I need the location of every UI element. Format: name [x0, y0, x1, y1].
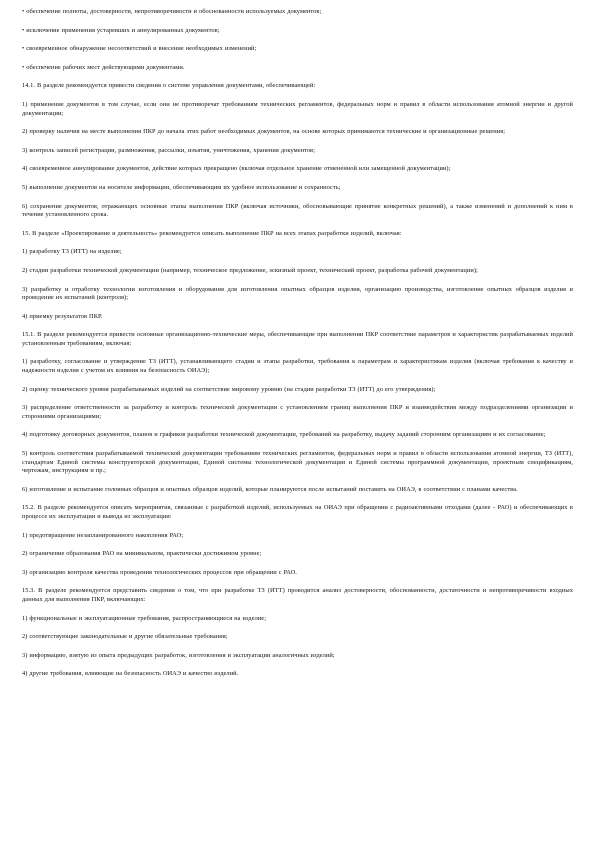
document-body [22, 8, 573, 834]
list-item: 4) своевременное аннулирование документов, действие которых прекращено (включая отдельное хранение отмененной или замещенной документации); [22, 165, 451, 173]
list-item: 6) изготовление и испытание головных образцов и опытных образцов изделий, которые планируются после испытаний поставить на ОИАЭ, в соответствии с планами качества. [22, 485, 518, 493]
list-item: 2) стадии разработки технической документации (например, техническое предложение, эскизный проект, технический проект, разработка рабочей документации); [22, 266, 478, 274]
list-item: 1) разработку ТЗ (ИТТ) на изделие; [22, 248, 122, 256]
list-item: 1) разработку, согласование и утверждение ТЗ (ИТТ), устанавливающего стадии и этапы разработки, требования к параметрам и характеристикам изделия (включая требования к качеству и надежности изделия с учетом их влияния на безопасность ОИАЭ); [22, 358, 573, 375]
bullet-item: • обеспечение полноты, достоверности, непротиворечивости и обоснованности используемых документов; [22, 8, 322, 15]
list-item: 3) распределение ответственности за разработку и контроль технической документации с установлением границ выполнения ПКР и взаимодействия между подразделениями организации и сторонними организациями; [22, 404, 573, 420]
list-item: 2) ограничение образования РАО на минимальном, практически достижимом уровне; [22, 550, 262, 558]
bullet-item: • обеспечение рабочих мест действующими документами. [22, 63, 185, 71]
list-item: 3) информацию, взятую из опыта предыдущих разработок, изготовления и эксплуатации аналогичных изделий; [22, 651, 335, 659]
list-item: 3) разработку и отработку технологии изготовления и оборудования для изготовления опытных образцов изделия, организацию производства, изготовление опытных образцов изделия и проведение их испытаний (контроля); [22, 285, 573, 302]
bullet-item: • исключение применения устаревших и аннулированных документов; [22, 26, 220, 34]
section-15-2-heading: 15.2. В разделе рекомендуется описать мероприятия, связанные с разработкой изделий, используемых на ОИАЭ при обращении с радиоактивными отходами (далее - РАО) и обеспечивающих в процессе их эксплуатации и вывода из эксплуатации: [22, 504, 573, 520]
bullet-item: • своевременное обнаружение несоответствий и внесение необходимых изменений; [22, 45, 257, 53]
list-item: 5) контроль соответствия разрабатываемой технической документации требованиям технических регламентов, федеральных норм и правил в области использования атомной энергии, ТЗ (ИТТ), стандартам Единой системы конструкторской документации, Единой системы технологической документации и Единой системы программной документации, проектным спецификациям, чертежам, инструкциям и пр.; [22, 450, 573, 475]
list-item: 6) сохранение документов, отражающих основные этапы выполнения ПКР (включая источники, обосновывающие принятие конкретных решений), а также изменений и дополнений к ним в течение установленного срока. [22, 202, 573, 219]
list-item: 4) другие требования, влияющие на безопасность ОИАЭ и качество изделий. [22, 670, 239, 678]
list-item: 4) приемку результатов ПКР. [22, 312, 103, 320]
list-item: 2) проверку наличия на месте выполнения ПКР до начала этих работ необходимых документов, на основе которых принимаются технические и организационные решения; [22, 128, 506, 136]
section-15-1-heading: 15.1. В разделе рекомендуется привести основные организационно-технические меры, обеспечивающие при выполнении ПКР соответствие параметров и характеристик разрабатываемых изделий установленным требованиям, включая: [22, 331, 573, 347]
list-item: 5) выполнение документов на носителе информации, обеспечивающим их удобное использование и сохранность; [22, 183, 341, 191]
list-item: 4) подготовку договорных документов, планов и графиков разработки технической документации, требований на разработку, выдачу заданий сторонним организациям и их согласование; [22, 431, 546, 439]
list-item: 1) предотвращение незапланированного накопления РАО; [22, 531, 184, 539]
section-15-heading: 15. В разделе «Проектирование и деятельность» рекомендуется описать выполнение ПКР на всех этапах разработки изделий, включая: [22, 229, 402, 237]
list-item: 2) соответствующие законодательные и другие обязательные требования; [22, 633, 228, 641]
section-15-3-heading: 15.3. В разделе рекомендуется представить сведения о том, что при разработке ТЗ (ИТТ) проводится анализ достоверности, обоснованности, достаточности и непротиворечивости входных данных для выполнения ПКР, включающих: [22, 587, 573, 603]
list-item: 3) организацию контроля качества проведения технологических процессов при обращении с РАО. [22, 568, 297, 576]
list-item: 1) функциональные и эксплуатационные требования, распространяющиеся на изделие; [22, 614, 267, 622]
list-item: 3) контроль записей регистрации, размножения, рассылки, изъятия, уничтожения, хранения документов; [22, 146, 315, 154]
section-14-1-heading: 14.1. В разделе рекомендуется привести сведения о системе управления документами, обеспечивающей: [22, 82, 316, 90]
list-item: 2) оценку технического уровня разрабатываемых изделий на соответствие мировому уровню (на стадии разработки ТЗ (ИТТ) до его утверждения); [22, 385, 436, 393]
list-item: 1) применение документов в том случае, если они не противоречат требованиям технических регламентов, федеральных норм и правил в области использования атомной энергии и другой документации; [22, 100, 573, 117]
